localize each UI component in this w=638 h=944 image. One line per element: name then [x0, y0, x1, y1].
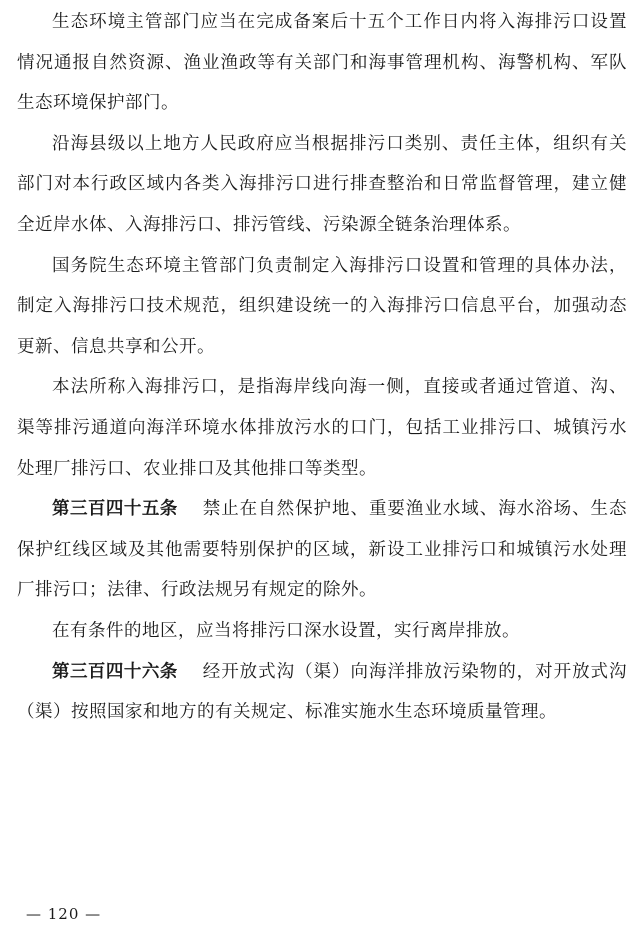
paragraph-6: [17, 611, 627, 652]
page-number: — 120 —: [26, 905, 102, 923]
article-number: 第三百四十六条: [52, 661, 178, 682]
paragraph-text: 国务院生态环境主管部门负责制定入海排污口设置和管理的具体办法，制定入海排污口技术规范，组织建设统一的入海排污口信息平台，加强动态更新、信息共享和公开。: [17, 255, 627, 357]
body-text: [17, 2, 627, 733]
article-345: [17, 489, 627, 611]
paragraph-3: [17, 246, 627, 368]
paragraph-text: 本法所称入海排污口，是指海岸线向海一侧，直接或者通过管道、沟、渠等排污通道向海洋环境水体排放污水的口门，包括工业排污口、城镇污水处理厂排污口、农业排口及其他排口等类型。: [17, 377, 627, 479]
paragraph-4: [17, 367, 627, 489]
paragraph-text: 禁止在自然保护地、重要渔业水域、海水浴场、生态保护红线区域及其他需要特别保护的区域，新设工业排污口和城镇污水处理厂排污口；法律、行政法规另有规定的除外。: [17, 499, 628, 601]
article-number: 第三百四十五条: [52, 499, 178, 520]
article-346: [17, 652, 627, 733]
paragraph-1: [17, 2, 627, 124]
paragraph-2: [17, 124, 627, 246]
paragraph-text: 生态环境主管部门应当在完成备案后十五个工作日内将入海排污口设置情况通报自然资源、渔业渔政等有关部门和海事管理机构、海警机构、军队生态环境保护部门。: [17, 12, 627, 114]
paragraph-text: 沿海县级以上地方人民政府应当根据排污口类别、责任主体，组织有关部门对本行政区域内各类入海排污口进行排查整治和日常监督管理，建立健全近岸水体、入海排污口、排污管线、污染源全链条治理体系。: [17, 133, 627, 235]
paragraph-text: 经开放式沟（渠）向海洋排放污染物的，对开放式沟（渠）按照国家和地方的有关规定、标准实施水生态环境质量管理。: [17, 661, 628, 723]
paragraph-text: 在有条件的地区，应当将排污口深水设置，实行离岸排放。: [52, 620, 520, 641]
